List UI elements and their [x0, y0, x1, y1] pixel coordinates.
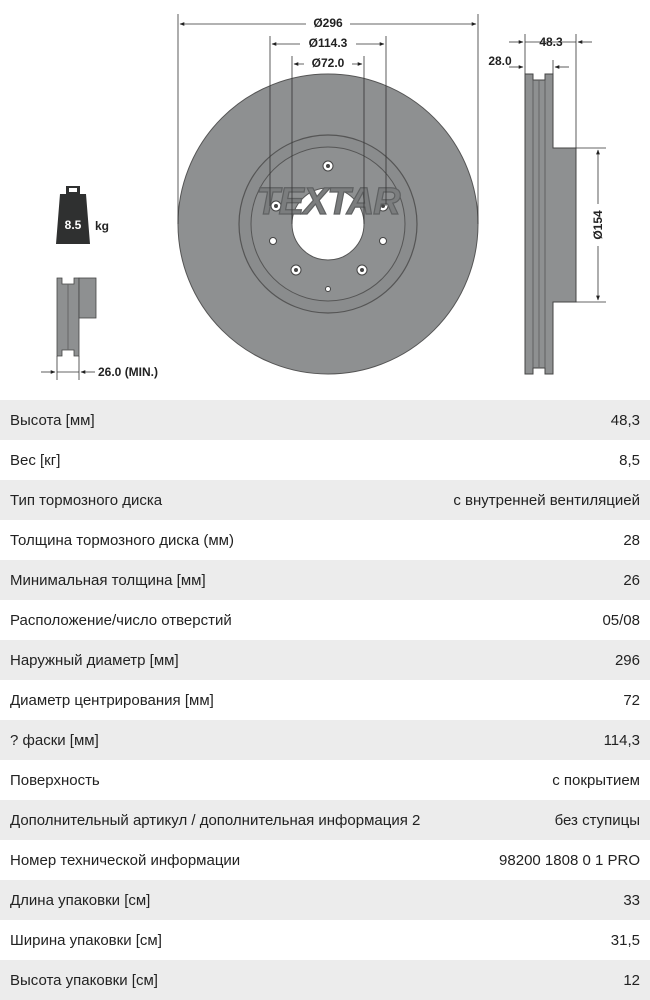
spec-value: 8,5 — [619, 451, 640, 469]
spec-row — [0, 920, 650, 960]
spec-row — [0, 720, 650, 760]
spec-label: Толщина тормозного диска (мм) — [10, 531, 234, 549]
height-label: 48.3 — [539, 35, 563, 49]
spec-label: Ширина упаковки [см] — [10, 931, 162, 949]
bolt-circle-label: Ø114.3 — [308, 36, 348, 50]
spec-row — [0, 880, 650, 920]
spec-label: Длина упаковки [см] — [10, 891, 151, 909]
disc-side-view — [525, 74, 576, 374]
weight-value: 8.5 — [64, 218, 82, 232]
spec-label: Наружный диаметр [мм] — [10, 651, 179, 669]
min-thickness-dimension — [41, 356, 95, 380]
spec-label: Тип тормозного диска — [10, 491, 163, 509]
spec-value: с покрытием — [552, 771, 640, 789]
brand-watermark: TEXTAR — [256, 181, 400, 223]
spec-row — [0, 600, 650, 640]
spec-row — [0, 560, 650, 600]
spec-row — [0, 480, 650, 520]
spec-value: 05/08 — [602, 611, 640, 629]
spec-label: Номер технической информации — [10, 851, 241, 869]
technical-drawing — [0, 0, 650, 400]
spec-row — [0, 960, 650, 1000]
center-bore-label: Ø72.0 — [311, 56, 345, 70]
spec-label: Поверхность — [10, 771, 100, 789]
spec-value: 12 — [623, 971, 640, 989]
weight-icon — [56, 186, 90, 244]
min-thickness-label: 26.0 (MIN.) — [98, 365, 159, 379]
spec-row — [0, 840, 650, 880]
spec-value: 72 — [623, 691, 640, 709]
spec-row — [0, 760, 650, 800]
spec-label: Минимальная толщина [мм] — [10, 571, 206, 589]
weight-unit: kg — [95, 219, 110, 233]
spec-value: 28 — [623, 531, 640, 549]
spec-label: Высота [мм] — [10, 411, 95, 429]
spec-label: Диаметр центрирования [мм] — [10, 691, 214, 709]
spec-value: 114,3 — [603, 731, 640, 749]
outer-diameter-label: Ø296 — [313, 16, 343, 30]
spec-row — [0, 400, 650, 440]
spec-value: без ступицы — [554, 811, 640, 829]
spec-value: 296 — [614, 651, 640, 669]
spec-value: 33 — [623, 891, 640, 909]
spec-label: ? фаски [мм] — [10, 731, 99, 749]
spec-row — [0, 680, 650, 720]
disc-front-view — [178, 74, 478, 374]
spec-label: Вес [кг] — [10, 451, 61, 469]
spec-row — [0, 800, 650, 840]
spec-label: Высота упаковки [см] — [10, 971, 158, 989]
spec-label: Расположение/число отверстий — [10, 611, 232, 629]
spec-row — [0, 520, 650, 560]
min-thickness-icon — [57, 278, 96, 356]
spec-value: с внутренней вентиляцией — [453, 491, 640, 509]
hat-diameter-label: Ø154 — [591, 210, 605, 240]
spec-label: Дополнительный артикул / дополнительная информация 2 — [10, 811, 421, 829]
spec-value: 31,5 — [610, 931, 640, 949]
spec-value: 98200 1808 0 1 PRO — [499, 851, 640, 869]
spec-row — [0, 440, 650, 480]
spec-value: 48,3 — [610, 411, 640, 429]
spec-table — [0, 400, 650, 1000]
spec-row — [0, 640, 650, 680]
spec-value: 26 — [623, 571, 640, 589]
thickness-label: 28.0 — [488, 54, 512, 68]
